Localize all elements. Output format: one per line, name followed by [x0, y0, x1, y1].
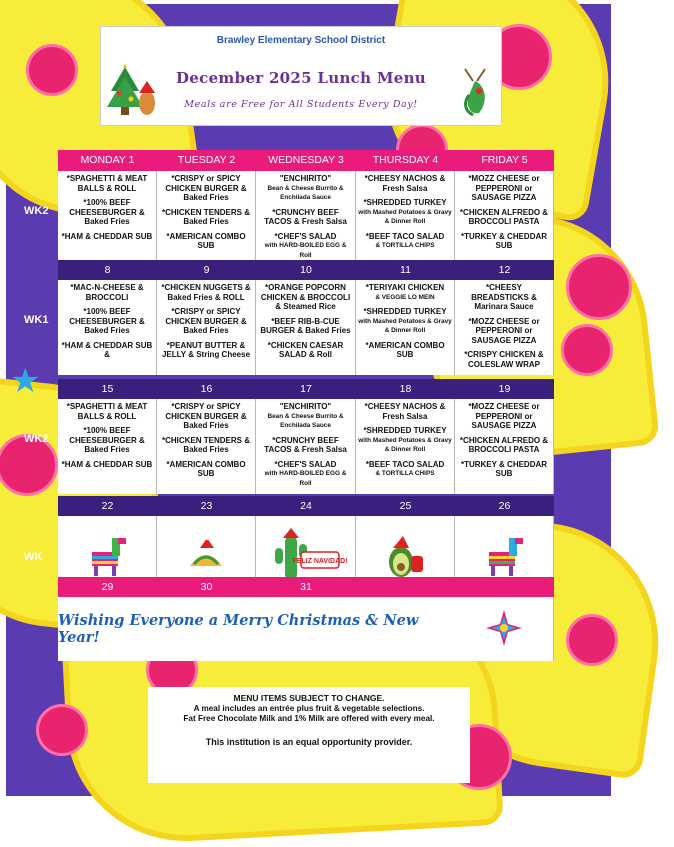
- menu-item-name: *CRUNCHY BEEF TACOS & Fresh Salsa: [264, 207, 347, 226]
- date-number: 19: [455, 379, 554, 399]
- week-label: WK: [24, 551, 43, 563]
- menu-item: [457, 208, 551, 227]
- menu-item-name: *CHEF'S SALAD: [274, 231, 337, 241]
- menu-item: [258, 208, 353, 227]
- menu-item: [159, 341, 253, 360]
- date-number: 18: [356, 379, 455, 399]
- menu-item: [159, 436, 253, 455]
- date-number: 9: [157, 260, 256, 280]
- menu-item-name: "ENCHIRITO": [279, 402, 332, 411]
- menu-item-name: *MOZZ CHEESE or PEPPERONI or SAUSAGE PIZZA: [468, 174, 540, 202]
- menu-item-name: *AMERICAN COMBO SUB: [166, 459, 246, 478]
- menu-item: [60, 426, 154, 455]
- menu-item: [258, 402, 353, 431]
- pinata-llama-icon: [84, 534, 130, 583]
- week-label: WK2: [24, 433, 49, 445]
- date-number: 17: [256, 379, 356, 399]
- menu-item: [159, 460, 253, 479]
- menu-item-name: *MOZZ CHEESE or PEPPERONI or SAUSAGE PIZZA: [468, 402, 540, 430]
- menu-item-name: *BEEF TACO SALAD: [365, 459, 445, 469]
- menu-item-detail: & VEGGIE LO MEIN: [375, 293, 435, 301]
- day-header: FRIDAY 5: [455, 150, 554, 171]
- menu-cell: [455, 597, 554, 661]
- menu-item-name: *CRISPY or SPICY CHICKEN BURGER & Baked Fries: [165, 402, 247, 430]
- menu-item-detail: Bean & Cheese Burrito & Enchilada Sauce: [267, 412, 344, 429]
- menu-item: [258, 436, 353, 455]
- menu-item-name: *SHREDDED TURKEY: [363, 426, 447, 435]
- day-header: TUESDAY 2: [157, 150, 256, 171]
- menu-item-name: *HAM & CHEDDAR SUB &: [61, 340, 153, 359]
- menu-item: [159, 174, 253, 203]
- menu-item: [159, 232, 253, 251]
- week-label: WK1: [24, 314, 49, 326]
- menu-item-name: *CHICKEN TENDERS & Baked Fries: [161, 435, 250, 454]
- day-header: THURSDAY 4: [356, 150, 455, 171]
- day-header: WEDNESDAY 3: [256, 150, 356, 171]
- holiday-wish: Wishing Everyone a Merry Christmas & New Year!: [58, 597, 455, 661]
- footer-milk-notice: Fat Free Chocolate Milk and 1% Milk are offered with every meal.: [183, 714, 435, 723]
- menu-item: [358, 232, 452, 251]
- page-subtitle: Meals are Free for All Students Every Day!: [184, 99, 418, 110]
- menu-item: [60, 198, 154, 227]
- menu-item: [258, 174, 353, 203]
- pepperoni: [36, 704, 88, 756]
- date-number: 10: [256, 260, 356, 280]
- date-number: 22: [58, 496, 157, 516]
- date-number: 23: [157, 496, 256, 516]
- menu-cell: [455, 280, 554, 375]
- page-title: December 2025 Lunch Menu: [175, 69, 426, 87]
- date-number: 31: [256, 577, 356, 597]
- menu-item-name: *CHICKEN CAESAR SALAD & Roll: [267, 340, 344, 359]
- pepperoni: [566, 614, 618, 666]
- menu-item: [60, 402, 154, 421]
- menu-item-name: *HAM & CHEDDAR SUB: [61, 459, 153, 469]
- menu-cell: [157, 171, 256, 266]
- menu-cell: [455, 171, 554, 266]
- menu-item-name: *MOZZ CHEESE or PEPPERONI or SAUSAGE PIZZA: [468, 316, 540, 345]
- date-number: 25: [356, 496, 455, 516]
- menu-item: [60, 307, 154, 336]
- menu-item: [457, 317, 551, 346]
- menu-cell: [455, 399, 554, 494]
- menu-item-name: *CRISPY CHICKEN & COLESLAW WRAP: [464, 350, 544, 369]
- date-number: [356, 577, 455, 597]
- menu-header: [100, 26, 502, 126]
- menu-item-name: *CHICKEN ALFREDO & BROCCOLI PASTA: [459, 207, 549, 226]
- menu-item: [358, 402, 452, 421]
- menu-item-name: *AMERICAN COMBO SUB: [365, 340, 445, 359]
- avocado-santa-icon: [385, 534, 425, 583]
- menu-item: [457, 350, 551, 369]
- pepperoni: [566, 254, 632, 320]
- menu-item-name: *SPAGHETTI & MEAT BALLS & ROLL: [66, 402, 148, 421]
- footer-equal-opportunity: This institution is an equal opportunity provider.: [205, 737, 413, 747]
- menu-item: [358, 198, 452, 227]
- menu-item: [457, 174, 551, 203]
- date-number: 16: [157, 379, 256, 399]
- date-number: 30: [157, 577, 256, 597]
- menu-item-name: *SHREDDED TURKEY: [363, 307, 447, 316]
- menu-item: [358, 460, 452, 479]
- menu-item-name: *TURKEY & CHEDDAR SUB: [460, 459, 548, 478]
- menu-item-detail: with HARD-BOILED EGG & Roll: [264, 242, 347, 259]
- menu-cell: [58, 399, 157, 494]
- menu-item-name: *HAM & CHEDDAR SUB: [61, 231, 153, 241]
- menu-item-detail: & TORTILLA CHIPS: [375, 242, 435, 249]
- reindeer-chili-icon: [455, 67, 495, 117]
- date-number: 12: [455, 260, 554, 280]
- menu-item-name: *CHICKEN NUGGETS & Baked Fries & ROLL: [161, 283, 251, 302]
- menu-item: [60, 174, 154, 193]
- star-pinata-icon: [484, 608, 524, 653]
- menu-item: [358, 283, 452, 302]
- menu-item-name: *MAC-N-CHEESE & BROCCOLI: [70, 283, 144, 302]
- menu-cell: [157, 280, 256, 375]
- menu-cell: [356, 399, 455, 494]
- menu-item-name: *TERIYAKI CHICKEN: [365, 283, 445, 292]
- menu-cell: [58, 171, 157, 266]
- date-number: 15: [58, 379, 157, 399]
- taco-santa-icon: [186, 538, 226, 579]
- menu-cell: [256, 399, 356, 494]
- menu-item-detail: with HARD-BOILED EGG & Roll: [264, 470, 347, 487]
- menu-item-name: *CHICKEN ALFREDO & BROCCOLI PASTA: [459, 435, 549, 454]
- menu-item-detail: & TORTILLA CHIPS: [375, 470, 435, 477]
- menu-item-name: *100% BEEF CHEESEBURGER & Baked Fries: [69, 198, 145, 226]
- menu-item: [258, 317, 353, 336]
- menu-item: [258, 283, 353, 312]
- menu-item: [358, 307, 452, 336]
- date-number: 26: [455, 496, 554, 516]
- menu-item: [258, 460, 353, 489]
- menu-item-name: *CHEESY NACHOS & Fresh Salsa: [364, 402, 446, 421]
- menu-item: [358, 426, 452, 455]
- menu-cell: [157, 399, 256, 494]
- menu-item: [60, 283, 154, 302]
- date-number: 11: [356, 260, 455, 280]
- menu-item: [159, 307, 253, 336]
- menu-item-name: *SPAGHETTI & MEAT BALLS & ROLL: [66, 174, 148, 193]
- menu-cell: [356, 171, 455, 266]
- menu-item-name: *ORANGE POPCORN CHICKEN & BROCCOLI & Steamed Rice: [260, 283, 351, 311]
- menu-item-name: "ENCHIRITO": [279, 174, 332, 183]
- menu-item: [457, 436, 551, 455]
- menu-item-name: *BEEF TACO SALAD: [365, 231, 445, 241]
- menu-item-name: *TURKEY & CHEDDAR SUB: [460, 231, 548, 250]
- pepperoni: [26, 44, 78, 96]
- menu-item: [358, 174, 452, 193]
- menu-item: [60, 460, 154, 470]
- menu-cell: [256, 171, 356, 266]
- date-number: 8: [58, 260, 157, 280]
- menu-item: [159, 402, 253, 431]
- menu-item: [60, 232, 154, 242]
- pepperoni: [561, 324, 613, 376]
- menu-item-name: *CHEESY NACHOS & Fresh Salsa: [364, 174, 446, 193]
- date-number: 24: [256, 496, 356, 516]
- menu-item-name: *BEEF RIB-B-CUE BURGER & Baked Fries: [260, 316, 351, 335]
- menu-item-name: *CRISPY or SPICY CHICKEN BURGER & Baked Fries: [165, 307, 247, 335]
- menu-item-name: *CRUNCHY BEEF TACOS & Fresh Salsa: [264, 435, 347, 454]
- menu-item: [159, 283, 253, 302]
- menu-item: [60, 341, 154, 360]
- date-number: [455, 577, 554, 597]
- menu-item-name: *CHICKEN TENDERS & Baked Fries: [161, 207, 250, 226]
- footer-meal-notice: A meal includes an entrée plus fruit & vegetable selections.: [193, 704, 425, 713]
- menu-cell: [356, 280, 455, 375]
- menu-item: [258, 232, 353, 261]
- menu-item: [457, 460, 551, 479]
- menu-item-detail: with Mashed Potatoes & Gravy & Dinner Roll: [358, 208, 452, 225]
- menu-item-detail: with Mashed Potatoes & Gravy & Dinner Roll: [358, 317, 452, 334]
- menu-item: [457, 283, 551, 312]
- menu-item-name: *CHEESY BREADSTICKS & Marinara Sauce: [471, 283, 537, 311]
- footer-change-notice: MENU ITEMS SUBJECT TO CHANGE.: [233, 693, 385, 703]
- menu-item-name: *CHEF'S SALAD: [274, 459, 337, 469]
- week-label: WK2: [24, 205, 49, 217]
- menu-cell: [58, 280, 157, 375]
- menu-item-detail: Bean & Cheese Burrito & Enchilada Sauce: [267, 184, 344, 201]
- menu-item-name: *100% BEEF CHEESEBURGER & Baked Fries: [69, 426, 145, 454]
- menu-item: [159, 208, 253, 227]
- district-name: Brawley Elementary School District: [216, 35, 386, 46]
- pinata-llama-icon: [481, 534, 527, 583]
- menu-item-name: *SHREDDED TURKEY: [363, 198, 447, 207]
- menu-item: [457, 402, 551, 431]
- star-decoration: ★: [10, 361, 41, 401]
- menu-item-name: *PEANUT BUTTER & JELLY & String Cheese: [161, 340, 251, 359]
- menu-item-name: *AMERICAN COMBO SUB: [166, 231, 246, 250]
- feliz-navidad-sign: FELIZ NAVIDAD!: [291, 558, 348, 565]
- menu-item-name: *100% BEEF CHEESEBURGER & Baked Fries: [69, 307, 145, 335]
- menu-item-detail: with Mashed Potatoes & Gravy & Dinner Roll: [358, 436, 452, 453]
- menu-cell: [256, 280, 356, 375]
- date-number: 29: [58, 577, 157, 597]
- menu-item: [358, 341, 452, 360]
- menu-item-name: *CRISPY or SPICY CHICKEN BURGER & Baked Fries: [165, 174, 247, 202]
- menu-item: [258, 341, 353, 360]
- day-header: MONDAY 1: [58, 150, 157, 171]
- menu-item: [457, 232, 551, 251]
- menu-footer: [148, 687, 470, 783]
